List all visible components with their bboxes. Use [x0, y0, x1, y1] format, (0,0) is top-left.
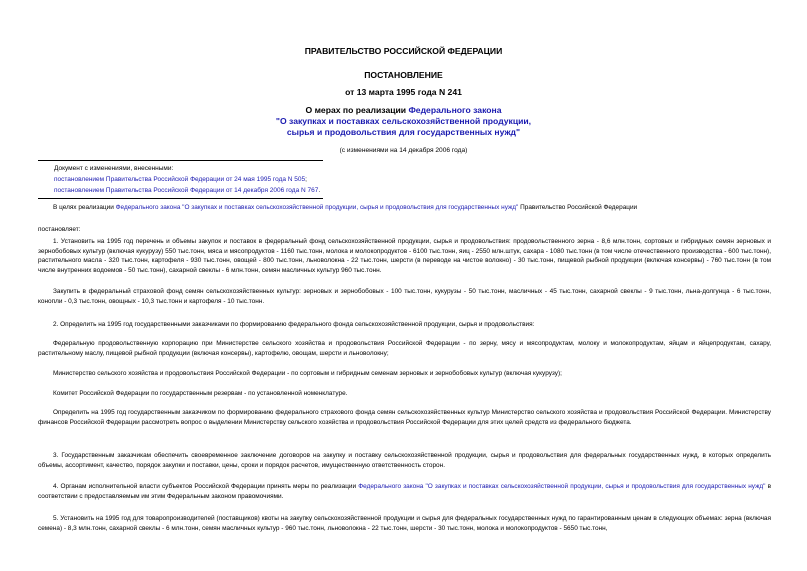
paragraph-2: 2. Определить на 1995 год государственными заказчиками по формированию федерального фонда сельскохозяйственной продукции, сырья и продовольствия: [53, 321, 535, 328]
paragraph-4 [38, 482, 771, 501]
amendments-intro: Документ с изменениями, внесенными: [54, 165, 174, 172]
divider-top [38, 160, 323, 161]
amendment-sep-1: ; [305, 176, 307, 183]
amendment-link-2[interactable]: постановлением Правительства Российской Федерации от 14 декабря 2006 года N 767 [54, 187, 319, 194]
amendment-link-1[interactable]: постановлением Правительства Российской Федерации от 24 мая 1995 года N 505 [54, 176, 306, 183]
amendment-line-2 [54, 186, 320, 195]
paragraph-5: 5. Установить на 1995 год для товаропроизводителей (поставщиков) квоты на закупку сельскохозяйственной продукции и сырья для федеральных государственных нужд по гарантированным ценам в следующих объемах: зерна (включая семена) - 8,3 млн.тонн, сахарной свеклы - 6 млн.тонн, семян масличных культур - 960 тыс.тонн, льноволокна - 22 тыс.тонн, шерсти - 30 тыс.тонн, молока и молокопродуктов - 5650 тыс.тонн, [38, 515, 771, 532]
title-law-link-3[interactable]: сырья и продовольствия для государственных нужд" [286, 127, 521, 137]
amendment-sep-2: . [318, 187, 321, 194]
paragraph-2c: Комитет Российской Федерации по государственным резервам - по установленной номенклатуре. [53, 390, 348, 397]
paragraph-1b: Закупить в федеральный страховой фонд семян сельскохозяйственных культур: зерновых и зернобобовых - 100 тыс.тонн, кукурузы - 50 тыс.тонн, масличных - 45 тыс.тонн, сахарной свеклы - 9 тыс.тонн, льна-долгунца - 6 тыс.тонн, конопли - 0,3 тыс.тонн, овощных - 10,3 тыс.тонн и картофеля - 10 тыс.тонн. [38, 288, 771, 305]
title-prefix: О мерах по реализации [305, 105, 409, 115]
document-type: ПОСТАНОВЛЕНИЕ [364, 70, 443, 80]
paragraph-2a: Федеральную продовольственную корпорацию при Министерстве сельского хозяйства и продовольствия Российской Федерации - по зерну, мясу и мясопродуктам, молоку и молокопродуктам, яйцам и яйцепродуктам, сахару, растительному маслу, пищевой рыбной продукции (включая консервы), картофелю, овощам, шерсти и льноволокну; [38, 340, 771, 357]
paragraph-4-law-link[interactable]: Федерального закона "О закупках и поставках сельскохозяйственной продукции, сырья и продовольствия для государственных нужд" [358, 483, 766, 490]
paragraph-3: 3. Государственным заказчикам обеспечить своевременное заключение договоров на закупку и поставку сельскохозяйственной продукции, сырья и продовольствия для федеральных государственных нужд, в которых определить объемы, ассортимент, качество, порядок закупки и поставки, цены, сроки и порядок расчетов, имущественную ответственность сторон. [38, 452, 771, 469]
divider-bottom [38, 198, 323, 199]
government-heading: ПРАВИТЕЛЬСТВО РОССИЙСКОЙ ФЕДЕРАЦИИ [304, 46, 503, 56]
changes-note: (с изменениями на 14 декабря 2006 года) [339, 147, 468, 154]
title-law-link-1[interactable]: Федерального закона [408, 105, 502, 115]
preamble-law-link[interactable]: Федерального закона "О закупках и поставках сельскохозяйственной продукции, сырья и продовольствия для государственных нужд" [115, 204, 519, 211]
date-number: от 13 марта 1995 года N 241 [345, 87, 462, 97]
title-line-1 [0, 105, 807, 116]
paragraph-4-text: 4. Органам исполнительной власти субъектов Российской Федерации принять меры по реализации [53, 483, 359, 490]
preamble-text: В целях реализации [53, 204, 116, 211]
title-law-link-2[interactable]: "О закупках и поставках сельскохозяйственной продукции, [275, 116, 532, 126]
paragraph-2b: Министерство сельского хозяйства и продовольствия Российской Федерации - по сортовым и гибридным семенам зерновых и зернобобовых культур (включая кукурузу); [53, 370, 562, 377]
paragraph-2d: Определить на 1995 год государственным заказчиком по формированию федерального страхового фонда семян сельскохозяйственных культур Министерство сельского хозяйства и продовольствия Российской Федерации. Министерству финансов Российской Федерации рассмотреть вопрос о выделении Министерству сельского хозяйства и продовольствия Российской Федерации для этих целей средств из федерального бюджета. [38, 409, 771, 426]
paragraph-1: 1. Установить на 1995 год перечень и объемы закупок и поставок в федеральный фонд сельскохозяйственной продукции, сырья и продовольствия: продовольственного зерна - 8,6 млн.тонн, сортовых и гибридных семян зерновых и зернобобовых культур (включая кукурузу) 550 тыс.тонн, мяса и мясопродуктов - 1160 тыс.тонн, молока и молокопродуктов - 6100 тыс.тонн, яиц - 2550 млн.штук, сахара - 1080 тыс.тонн (в том числе отечественного производства - 600 тыс.тонн), растительного масла - 320 тыс.тонн, картофеля - 930 тыс.тонн, овощей - 800 тыс.тонн, льноволокна - 22 тыс.тонн, шерсти (в переводе на чистое волокно) - 30 тыс.тонн, пищевой рыбной продукции (включая консервы) - 760 тыс.тонн (в том числе внутренних водоемов - 50 тыс.тонн), сахарной свеклы - 6 млн.тонн, семян масличных культур 960 тыс.тонн. [38, 238, 771, 275]
preamble-text-end: Правительство Российской Федерации [518, 204, 638, 211]
resolves-line: постановляет: [38, 226, 81, 233]
preamble [38, 203, 771, 213]
paragraph-4-text-end: в соответствии с предоставляемым им этим Федеральным законом правомочиями. [38, 483, 772, 500]
amendment-line-1 [54, 175, 307, 184]
